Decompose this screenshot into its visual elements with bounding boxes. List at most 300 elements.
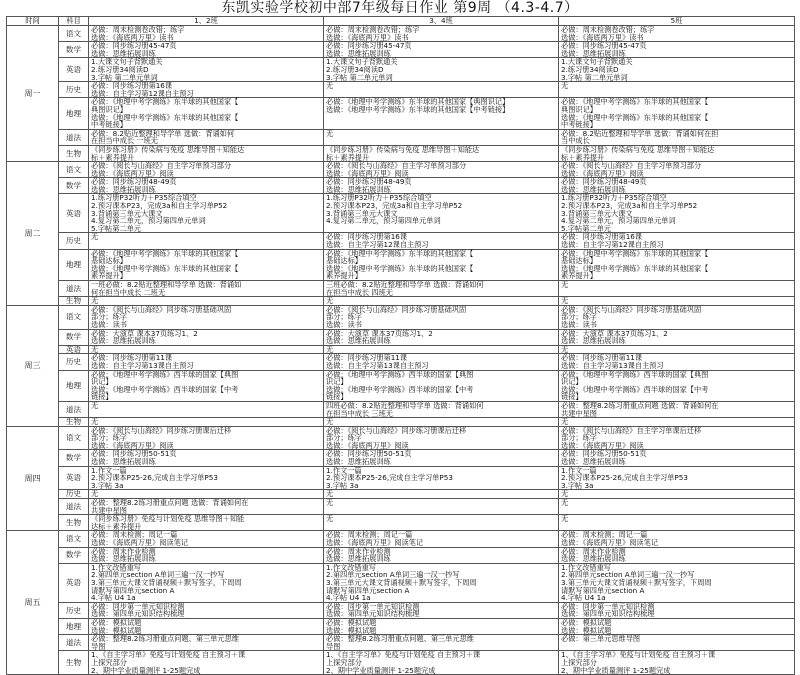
homework-cell (89, 305, 324, 329)
table-row (7, 450, 795, 466)
homework-line: 必做：同步练习册48-49页 (91, 177, 177, 187)
homework-line: 选做：《地理中考学测练》东半球的其他国家【中考链接】 (326, 104, 510, 114)
homework-line: 基础达标】 (326, 256, 362, 266)
homework-line: 3.第三单元大课文背诵视频＋默写签字，下周周 (326, 577, 477, 587)
sheet-title: 东凯实验学校初中部7年级每日作业 第9周 （4.3-4.7） (221, 0, 579, 16)
homework-cell (559, 129, 795, 145)
homework-line: 选做：模拟试题 (326, 625, 377, 635)
homework-line: 无 (91, 344, 99, 354)
homework-line: 5.字帖第二单元 (91, 223, 141, 233)
homework-line: 2.预习课本P23，完成3a和自主学习单P52 (561, 201, 698, 211)
homework-cell (89, 194, 324, 233)
homework-cell (324, 563, 559, 602)
homework-cell (559, 563, 795, 602)
homework-line: 部分；练字 (561, 312, 597, 322)
table-row (7, 370, 795, 401)
homework-line: 1、《自主学习单》免疫与计划免疫 自主预习＋课 (561, 650, 716, 660)
homework-line: 必做：8.2贴近整理和导学单 选做：背诵如何在担 (561, 128, 719, 138)
subject-cell: 语文 (59, 531, 89, 547)
subject-cell: 语文 (59, 426, 89, 450)
subject-cell: 语文 (59, 162, 89, 178)
homework-line: 请默写第四单元section A (326, 585, 410, 595)
homework-cell (89, 26, 324, 42)
homework-line: 无 (561, 498, 569, 508)
homework-cell (89, 531, 324, 547)
table-row (7, 354, 795, 370)
homework-line: 在担当中成长 四班无 (326, 287, 393, 297)
homework-line: 必做：8.2贴近整理和导学单 选做：背诵如何 (91, 128, 235, 138)
homework-line: 选做：思维拓展训练 (561, 336, 626, 346)
subject-cell: 数学 (59, 547, 89, 563)
homework-line: 典图识记】 (91, 104, 127, 114)
homework-line: 一班必做：8.2贴近整理和导学单 选做：背诵如 (91, 280, 242, 289)
homework-line: 2.第四单元section A单词三遍一汉一抄写 (91, 570, 225, 580)
homework-cell (559, 249, 795, 280)
homework-line: 中考链接】 (561, 120, 597, 130)
homework-line: 2.预习课本P25-26,完成自主学习单P53 (91, 473, 218, 483)
homework-line: 3.字帖 第二单元单词 (561, 72, 628, 82)
day-cell: 周三 (7, 305, 59, 426)
homework-line: 素养提升】 (91, 271, 127, 281)
homework-cell (324, 426, 559, 450)
homework-cell (89, 370, 324, 401)
homework-line: 1.作文改错重写 (561, 562, 611, 572)
homework-line: 必做：大演草 课本37页练习1、2 (326, 328, 433, 338)
subject-cell: 历史 (59, 233, 89, 249)
subject-cell: 数学 (59, 450, 89, 466)
homework-line: 2.预习课本P25-26,完成自主学习单P53 (326, 473, 453, 483)
subject-cell: 历史 (59, 602, 89, 618)
homework-cell (559, 602, 795, 618)
homework-cell (324, 547, 559, 563)
homework-line: 无 (91, 489, 99, 499)
homework-cell (324, 58, 559, 82)
subject-cell: 道法 (59, 499, 89, 515)
homework-cell (89, 162, 324, 178)
homework-cell (559, 401, 795, 417)
homework-line: 无 (561, 81, 569, 91)
homework-line: 部分；练字 (561, 433, 597, 443)
homework-line: 识记】 (326, 377, 348, 387)
homework-line: 无 (561, 280, 569, 289)
homework-line: 选做：思维拓展训练 (91, 554, 156, 564)
homework-line: 2.预习课本P23，完成3a和自主学习单P52 (326, 201, 463, 211)
homework-line: 上探究部分 (326, 657, 362, 667)
homework-line: 必做：《阅长与山海经》自主学习单预习部分 (91, 161, 232, 171)
homework-cell (559, 26, 795, 42)
homework-line: 必做：同步练习册第16课 (91, 81, 173, 91)
homework-line: 1.练习册P32听力＋P35综合填空 (91, 193, 197, 203)
homework-line: 4.复习第二单元，预习第四单元单词 (91, 216, 206, 226)
homework-cell (89, 42, 324, 58)
homework-cell (324, 281, 559, 297)
homework-line: 选做：《地理中考学测练》东半球的其他国家【 (561, 112, 709, 122)
homework-line: 3.背诵第三单元大课文 (561, 208, 633, 218)
subject-cell: 地理 (59, 249, 89, 280)
homework-cell (559, 305, 795, 329)
homework-line: 3.背诵第三单元大课文 (326, 208, 398, 218)
homework-line: 选做：思维拓展训练 (91, 48, 156, 58)
homework-line: 2、期中学业质量测评 1-25题完成 (91, 665, 201, 675)
homework-line: 选做：《地理中考学测练》东半球的其他国家【 (91, 263, 239, 273)
homework-cell (324, 178, 559, 194)
homework-line: 典图识记】 (561, 104, 597, 114)
subject-cell: 历史 (59, 354, 89, 370)
subject-cell: 语文 (59, 305, 89, 329)
homework-cell (89, 145, 324, 161)
homework-line: 4.复习第二单元，预习第四单元单词 (326, 216, 441, 226)
homework-cell (324, 329, 559, 345)
homework-line: 选做：《海底两万里》读书 (326, 32, 409, 42)
homework-cell (559, 547, 795, 563)
homework-cell (559, 297, 795, 306)
homework-cell (559, 651, 795, 675)
homework-cell (559, 58, 795, 82)
homework-line: 4.字帖 U4 1a (91, 593, 136, 603)
homework-line: 选做：《海底两万里》阅读笔记 (91, 538, 189, 547)
subject-cell: 生物 (59, 297, 89, 306)
homework-line: 无 (561, 296, 569, 306)
homework-cell (559, 162, 795, 178)
homework-cell (324, 618, 559, 634)
homework-line: 2.练习册34阅读D (561, 64, 619, 74)
homework-line: 2.第四单元section A单词三遍一汉一抄写 (561, 570, 695, 580)
homework-line: 必做：《阅长与山海经》同步练习册基础巩固 (91, 304, 232, 314)
homework-cell (559, 329, 795, 345)
homework-line: 标＋素养提升 (91, 152, 135, 162)
homework-cell (89, 618, 324, 634)
homework-cell (324, 515, 559, 531)
homework-line: 必做：《阅长与山海经》自主学习单课后迁移 (561, 425, 702, 435)
table-row (7, 233, 795, 249)
homework-line: 必做：同步第一单元知识检测 (326, 601, 420, 611)
homework-line: 素养提升】 (561, 271, 597, 281)
homework-line: 必做：周末作业检测 (91, 546, 156, 556)
table-row (7, 499, 795, 515)
homework-line: 必做：同步练习册第16课 (326, 232, 408, 242)
header-class-5: 5班 (559, 17, 795, 26)
homework-line: 3.字帖 3a (561, 480, 594, 490)
homework-line: 2.第四单元section A单词三遍一汉一抄写 (326, 570, 460, 580)
subject-cell: 地理 (59, 98, 89, 129)
homework-line: 必做：《地理中考学测练》东半球的其他国家【 (561, 97, 709, 107)
homework-line: 选做：第四单元知识结构梳理 (561, 609, 655, 619)
subject-cell: 道法 (59, 635, 89, 651)
homework-cell (89, 635, 324, 651)
homework-line: 选做：思维拓展训练 (561, 457, 626, 467)
header-class-1-2: 1、2班 (89, 17, 324, 26)
homework-line: 必做：同步练习册50-51页 (561, 449, 647, 459)
homework-cell (559, 98, 795, 129)
homework-cell (324, 635, 559, 651)
homework-line: 1.大课文句子背默通关 (561, 57, 633, 67)
homework-line: 选做：读书 (326, 319, 362, 329)
homework-cell (324, 233, 559, 249)
homework-line: 基础达标】 (561, 256, 597, 266)
homework-line: 选做：自主学习第12课自主预习 (326, 240, 429, 250)
homework-line: 链接】 (561, 392, 583, 402)
homework-line: 选做：思维拓展训练 (91, 336, 156, 346)
homework-line: 识记】 (91, 377, 113, 387)
homework-line: 选做：自主学习第12课自主预习 (91, 88, 194, 98)
table-row (7, 635, 795, 651)
homework-line: 必做：同步练习册第16课 (561, 232, 643, 242)
homework-cell (324, 98, 559, 129)
homework-line: 选做：思维拓展训练 (561, 184, 626, 194)
homework-cell (89, 466, 324, 490)
homework-line: 选做：模拟试题 (91, 625, 142, 635)
subject-cell: 英语 (59, 58, 89, 82)
homework-line: 5.字帖第二单元 (561, 223, 611, 233)
table-row (7, 162, 795, 178)
subject-cell: 地理 (59, 618, 89, 634)
homework-cell (559, 450, 795, 466)
homework-line: 选做：思维拓展训练 (326, 336, 391, 346)
homework-line: 选做：《地理中考学测练》东半球的其他国家【 (326, 263, 474, 273)
homework-line: 选做：思维拓展训练 (326, 554, 391, 564)
table-row (7, 194, 795, 233)
homework-cell (559, 178, 795, 194)
homework-cell (89, 178, 324, 194)
table-row (7, 26, 795, 42)
homework-line: 标＋素养提升 (326, 152, 370, 162)
homework-line: 四班必做：8.2贴近整理和导学单 选做：背诵如何 (326, 400, 484, 410)
homework-line: 必做：整理8.2练习册重点问题、第三单元思维 (326, 634, 474, 644)
homework-cell (559, 194, 795, 233)
homework-line: 必做：周末作业检测 (326, 546, 391, 556)
table-body (7, 26, 795, 675)
homework-line: 4.字帖 U4 1a (561, 593, 606, 603)
table-row (7, 281, 795, 297)
homework-cell (559, 466, 795, 490)
homework-cell (324, 531, 559, 547)
table-row (7, 531, 795, 547)
homework-line: 1.练习册P32听力＋P35综合填空 (561, 193, 667, 203)
homework-line: 1.作文一篇 (326, 465, 362, 475)
homework-cell (324, 42, 559, 58)
header-subject: 科目 (59, 17, 89, 26)
homework-cell (324, 450, 559, 466)
subject-cell: 地理 (59, 370, 89, 401)
homework-line: 无 (326, 128, 334, 138)
homework-line: 4.复习第二单元，预习第四单元单词 (561, 216, 676, 226)
homework-line: 必做：周末检测；周记一篇 (561, 530, 648, 540)
homework-line: 基础达标】 (91, 256, 127, 266)
homework-line: 无 (91, 400, 99, 410)
homework-cell (89, 58, 324, 82)
homework-line: 无 (326, 81, 334, 91)
homework-line: 链接】 (326, 392, 348, 402)
homework-line: 3.字帖 第二单元单词 (326, 72, 393, 82)
homework-line: 部分；练字 (326, 433, 362, 443)
homework-line: 必做：大演草 课本37页练习1、2 (561, 328, 668, 338)
homework-line: 选做：《海底两万里》阅读 (91, 168, 174, 178)
table-row (7, 249, 795, 280)
homework-line: 必做：周末作业检测 (561, 546, 626, 556)
homework-line: 2、期中学业质量测评 1-25题完成 (326, 665, 436, 675)
homework-line: 何在担当中成长 二班无 (91, 287, 166, 297)
table-row (7, 329, 795, 345)
homework-cell (559, 354, 795, 370)
homework-cell (89, 426, 324, 450)
homework-cell (89, 281, 324, 297)
homework-line: 选做：思维拓展训练 (91, 184, 156, 194)
homework-line: 必做：同步第一单元知识检测 (91, 601, 185, 611)
homework-cell (89, 515, 324, 531)
homework-cell (324, 354, 559, 370)
homework-cell (324, 602, 559, 618)
homework-line: 选做：《地理中考学测练》西半球的国家【中考 (91, 384, 239, 394)
homework-cell (89, 499, 324, 515)
table-row (7, 418, 795, 427)
homework-line: 必做：整理8.2练习册重点问题 选做：背诵如何在 (561, 400, 719, 410)
homework-line: 1.练习册P32听力＋P35综合填空 (326, 193, 432, 203)
homework-line: 链接】 (91, 392, 113, 402)
subject-cell: 语文 (59, 26, 89, 42)
table-row (7, 547, 795, 563)
homework-line: 选做：《海底两万里》阅读 (91, 440, 174, 450)
homework-line: 选做：《海底两万里》阅读 (561, 168, 644, 178)
homework-cell (89, 129, 324, 145)
homework-cell (324, 26, 559, 42)
homework-line: 部分；练字 (326, 312, 362, 322)
subject-cell: 英语 (59, 345, 89, 354)
homework-line: 必做：模拟试题 (326, 617, 377, 627)
table-row (7, 401, 795, 417)
table-row (7, 178, 795, 194)
homework-line: 必做：《地理中考学测练》西半球的国家【典图 (326, 369, 474, 379)
homework-line: 3.字帖 第二单元单词 (91, 72, 158, 82)
homework-cell (324, 82, 559, 98)
homework-line: 必做：周末检测；周记一篇 (326, 530, 413, 540)
subject-cell: 历史 (59, 490, 89, 499)
homework-line: 必做：模拟试题 (91, 617, 142, 627)
homework-line: 选做：《地理中考学测练》东半球的其他国家【 (91, 112, 239, 122)
subject-cell: 道法 (59, 129, 89, 145)
homework-cell (89, 329, 324, 345)
homework-line: 1.作文一篇 (91, 465, 127, 475)
homework-cell (559, 531, 795, 547)
homework-line: 必做：大演草 课本37页练习1、2 (91, 328, 198, 338)
homework-line: 必做：同步练习册第11课 (561, 353, 643, 363)
homework-line: 选做：思维拓展训练 (326, 457, 391, 467)
table-row (7, 42, 795, 58)
homework-line: 选做：自主学习第13课自主预习 (91, 360, 194, 370)
homework-line: 中考链接】 (91, 120, 127, 130)
homework-line: 在担当中成长 一班无 (91, 136, 158, 146)
homework-line: 必做：整理8.2练习册重点问题 选做：背诵如何在 (91, 498, 249, 508)
homework-line: 必做：《地理中考学测练》东半球的其他国家【 (91, 248, 239, 258)
table-row (7, 98, 795, 129)
homework-line: 必做：同步练习册45-47页 (561, 41, 647, 51)
homework-line: 选做：自主学习第13课自主预习 (561, 360, 664, 370)
homework-line: 无 (326, 417, 334, 427)
subject-cell: 生物 (59, 418, 89, 427)
homework-line: 必做：整理8.2练习册重点问题、第三单元思维 (91, 634, 239, 644)
homework-line: 选做：自主学习第13课自主预习 (326, 360, 429, 370)
homework-cell (89, 602, 324, 618)
homework-line: 《同步练习册》传染病与免疫 思维导图＋知能达 (326, 144, 480, 154)
day-cell: 周二 (7, 162, 59, 306)
homework-line: 选做：思维拓展训练 (91, 457, 156, 467)
homework-cell (324, 162, 559, 178)
homework-line: 必做：《地理中考学测练》西半球的国家【典图 (91, 369, 239, 379)
homework-line: 选做：《海底两万里》阅读 (561, 440, 644, 450)
homework-cell (89, 547, 324, 563)
homework-line: 必做：同步第一单元知识检测 (561, 601, 655, 611)
subject-cell: 生物 (59, 145, 89, 161)
homework-line: 必做：同步练习册48-49页 (326, 177, 412, 187)
homework-line: 选做：读书 (91, 319, 127, 329)
subject-cell: 生物 (59, 515, 89, 531)
table-row (7, 563, 795, 602)
homework-cell (324, 651, 559, 675)
homework-line: 选做：思维拓展训练 (326, 184, 391, 194)
homework-cell (324, 305, 559, 329)
homework-line: 选做：《海底两万里》阅读 (326, 440, 409, 450)
subject-cell: 数学 (59, 178, 89, 194)
homework-line: 选做：《地理中考学测练》东半球的其他国家【 (561, 263, 709, 273)
table-row (7, 145, 795, 161)
table-row (7, 602, 795, 618)
homework-cell (324, 297, 559, 306)
homework-line: 必做：《地理中考学测练》东半球的其他国家【 (561, 248, 709, 258)
homework-line: 无 (326, 344, 334, 354)
homework-line: 必做：《地理中考学测练》东半球的其他国家【典图识记】 (326, 97, 510, 107)
homework-line: 当中成长 (561, 136, 590, 146)
homework-cell (559, 418, 795, 427)
homework-line: 选做：《海底两万里》阅读 (326, 168, 409, 178)
homework-cell (89, 249, 324, 280)
homework-line: 导图 (91, 641, 106, 651)
homework-line: 素养提升】 (326, 271, 362, 281)
homework-line: 必做：同步练习册第11课 (91, 353, 173, 363)
homework-line: 选做：《海底两万里》阅读笔记 (561, 538, 659, 547)
homework-line: 1.大课文句子背默通关 (326, 57, 398, 67)
homework-cell (324, 401, 559, 417)
homework-cell (89, 450, 324, 466)
homework-line: 选做：《海底两万里》读书 (91, 32, 174, 42)
homework-line: 必做：《阅长与山海经》自主学习单预习部分 (561, 161, 702, 171)
homework-line: 无 (326, 296, 334, 306)
homework-line: 2.预习课本P25-26,完成自主学习单P53 (561, 473, 688, 483)
header-time: 时间 (7, 17, 59, 26)
homework-line: 必做：同步练习册50-51页 (326, 449, 412, 459)
homework-cell (559, 499, 795, 515)
homework-line: 2.预习课本P23，完成3a和自主学习单P52 (91, 201, 228, 211)
homework-line: 3.字帖 3a (91, 480, 124, 490)
day-cell: 周五 (7, 531, 59, 675)
subject-cell: 历史 (59, 82, 89, 98)
homework-line: 无 (326, 489, 334, 499)
homework-line: 2.练习册34阅读D (326, 64, 384, 74)
homework-line: 选做：自主学习第12课自主预习 (561, 240, 664, 250)
homework-cell (324, 145, 559, 161)
homework-line: 必做：周末检测卷改错；练字 (91, 25, 185, 34)
homework-line: 无 (91, 232, 99, 242)
homework-line: 选做：第四单元知识结构梳理 (91, 609, 185, 619)
homework-line: 必做：周末检测；周记一篇 (91, 530, 178, 540)
homework-line: 无 (561, 417, 569, 427)
homework-cell (559, 635, 795, 651)
homework-line: 《同步练习册》传染病与免疫 思维导图＋知能达 (91, 144, 245, 154)
table-row (7, 129, 795, 145)
homework-line: 请默写第四单元section A (561, 585, 645, 595)
homework-line: 3.第三单元大课文背诵视频＋默写签字，下周周 (561, 577, 712, 587)
homework-line: 必做：同步练习册48-49页 (561, 177, 647, 187)
homework-line: 选做：思维拓展训练 (561, 554, 626, 564)
homework-line: 1.大课文句子背默通关 (91, 57, 163, 67)
